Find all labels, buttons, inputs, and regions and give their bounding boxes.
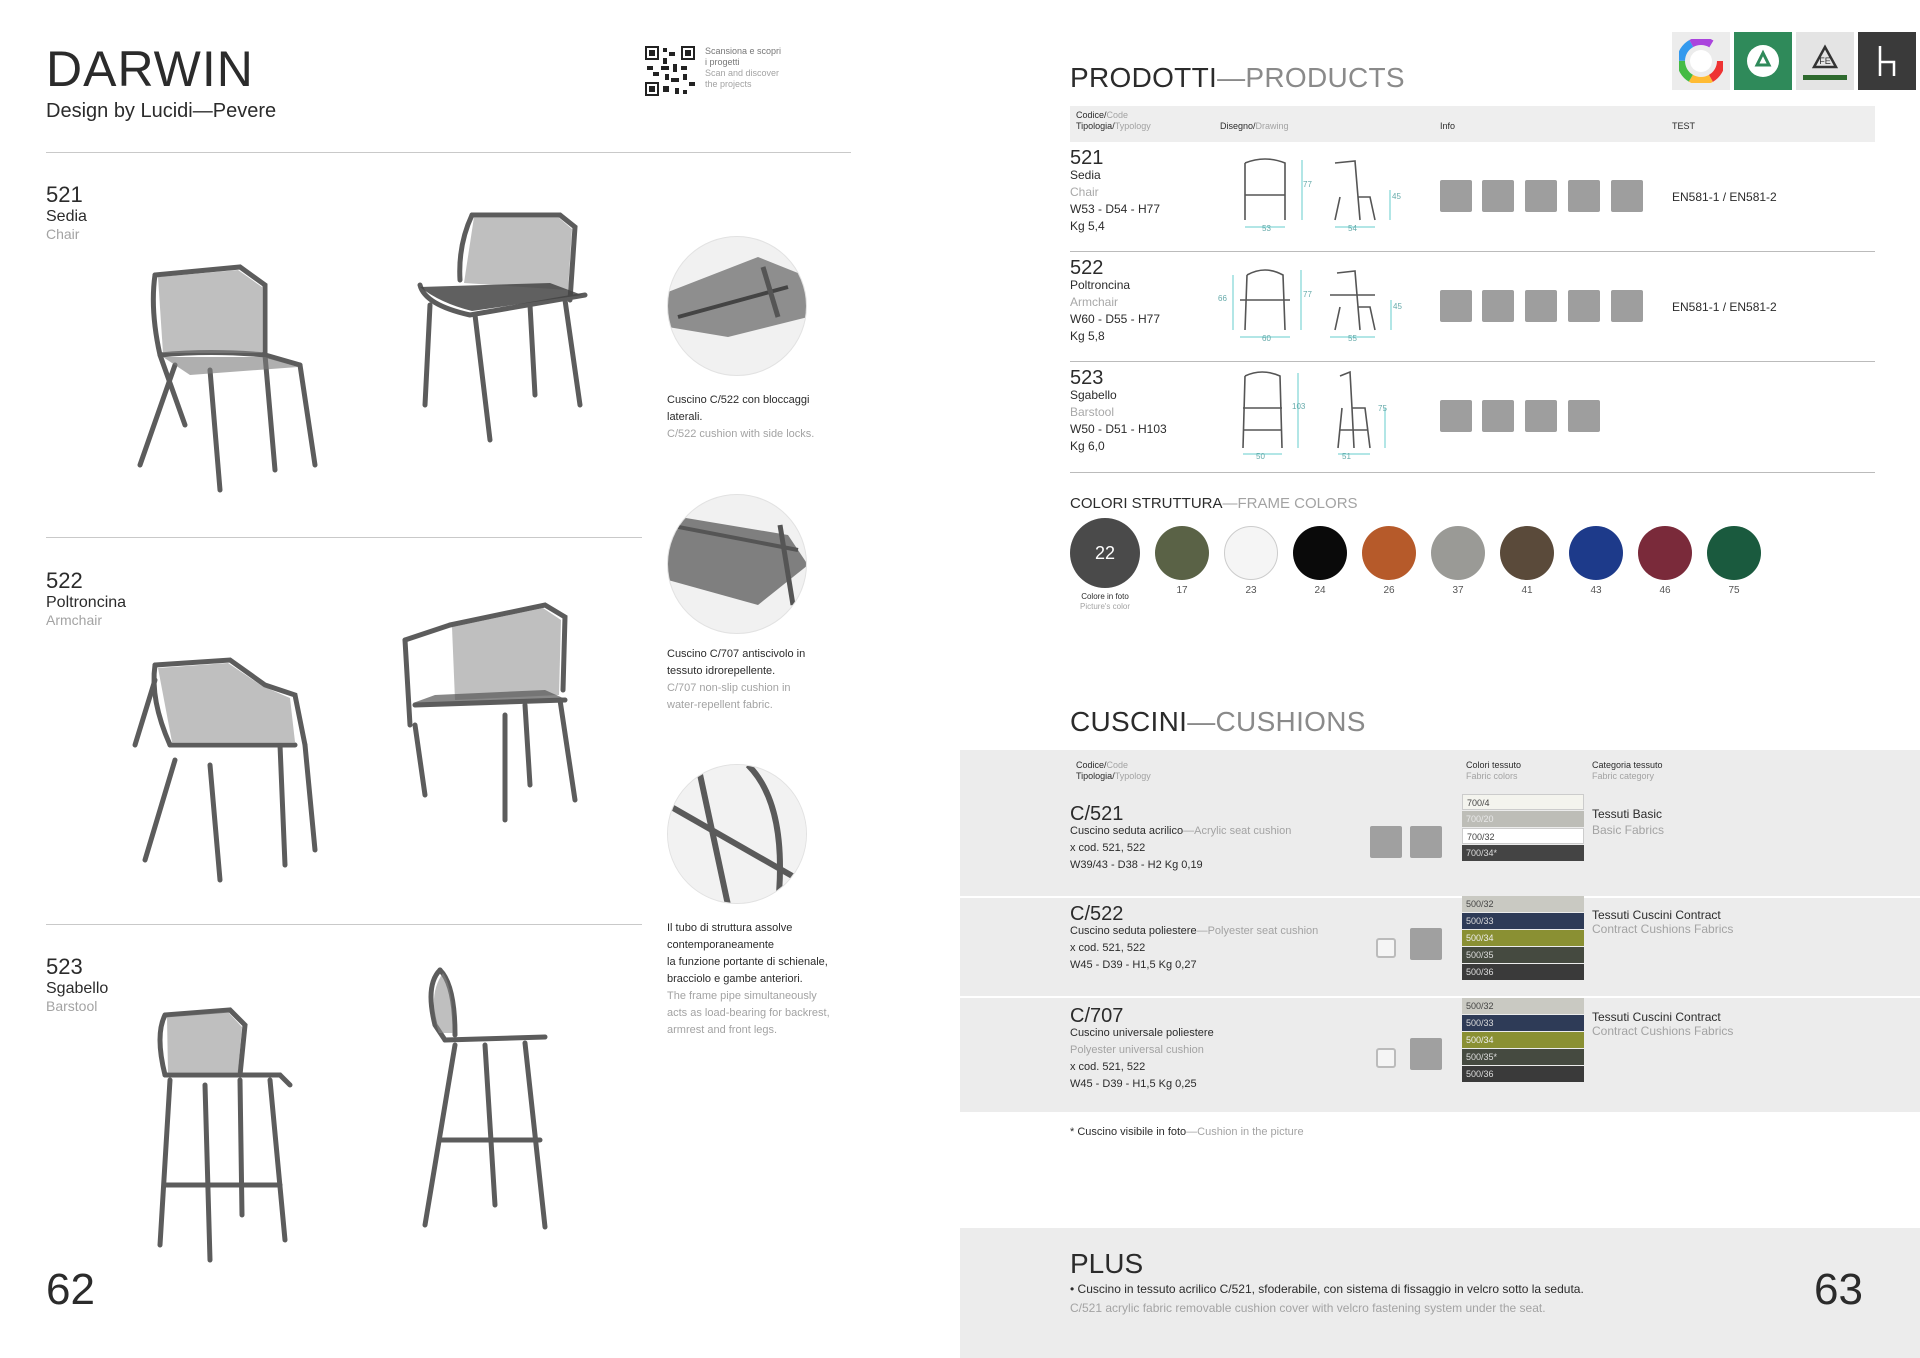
frame-color-swatch-37[interactable] [1431, 526, 1485, 580]
drawing-523 [1240, 368, 1420, 458]
cushion-row-c522: C/522 Cuscino seduta poliestere—Polyester seat cushion x cod. 521, 522 W45 - D39 - H1,5 Kg 0,27 [1070, 903, 1319, 971]
header-drawing: Disegno/Drawing [1220, 121, 1289, 131]
detail-caption-2: Cuscino C/707 antiscivolo in tessuto idrorepellente. C/707 non-slip cushion in water-repellent fabric. [667, 648, 806, 711]
test-standard-521: EN581-1 / EN581-2 [1672, 190, 1777, 204]
info-weather-icon [1482, 290, 1514, 322]
detail-photo-nonslip-cushion [667, 494, 807, 634]
color-in-photo-caption: Colore in foto Picture's color [1080, 592, 1130, 611]
detail-photo-frame-pipe [667, 764, 807, 904]
feature-icons [1672, 32, 1920, 90]
fabric-category-c522: Tessuti Cuscini Contract Contract Cushions Fabrics [1592, 908, 1734, 936]
drawing-522 [1225, 265, 1420, 345]
fabric-chip-700-34-[interactable]: 700/34* [1462, 845, 1584, 861]
cushion-flat-icon [1376, 1048, 1396, 1068]
plus-description-en: C/521 acrylic fabric removable cushion cover with velcro fastening system under the seat. [1070, 1301, 1546, 1315]
frame-color-label: 17 [1176, 585, 1188, 596]
fabric-category-c707: Tessuti Cuscini Contract Contract Cushions Fabrics [1592, 1010, 1734, 1038]
cushion-weather-icon [1410, 826, 1442, 858]
frame-color-label: 75 [1728, 585, 1740, 596]
cushion-header-category: Categoria tessuto Fabric category [1592, 760, 1663, 781]
page-number-right: 63 [1814, 1265, 1863, 1314]
header-code: Codice/Code Tipologia/Typology [1076, 110, 1151, 131]
qr-caption: Scansiona e scopri i progetti Scan and discover the projects [705, 46, 782, 89]
cushions-section-title: CUSCINI—CUSHIONS [1070, 706, 1366, 737]
cushion-shape-icon [1370, 826, 1402, 858]
frame-color-swatch-23[interactable] [1224, 526, 1278, 580]
fabric-chip-500-36[interactable]: 500/36 [1462, 964, 1584, 980]
fabric-chip-500-35-[interactable]: 500/35* [1462, 1049, 1584, 1065]
plus-title: PLUS [1070, 1248, 1144, 1279]
chair-521-side-image [400, 205, 610, 445]
cushion-weather-icon [1410, 1038, 1442, 1070]
cushion-row-c707: C/707 Cuscino universale poliestere Polyester universal cushion x cod. 521, 522 W45 - D39 - H1,5 Kg 0,25 [1070, 1005, 1214, 1090]
recycle-icon [1734, 32, 1792, 90]
frame-color-swatch-46[interactable] [1638, 526, 1692, 580]
divider [46, 924, 642, 925]
info-load-icon [1525, 180, 1557, 212]
info-weather-icon [1482, 180, 1514, 212]
info-stackable-icon [1568, 400, 1600, 432]
color-wheel-icon [1672, 32, 1730, 90]
fabric-chip-500-32[interactable]: 500/32 [1462, 998, 1584, 1014]
cushion-footnote: * Cuscino visibile in foto—Cushion in the picture [1070, 1126, 1304, 1138]
frame-color-label: 23 [1245, 585, 1257, 596]
plus-description: • Cuscino in tessuto acrilico C/521, sfoderabile, con sistema di fissaggio in velcro sotto la seduta. [1070, 1282, 1584, 1296]
cushion-flat-icon [1376, 938, 1396, 958]
frame-color-label: 24 [1314, 585, 1326, 596]
fabric-chip-500-32[interactable]: 500/32 [1462, 896, 1584, 912]
frame-color-swatch-26[interactable] [1362, 526, 1416, 580]
divider [960, 996, 1920, 998]
cushion-weather-icon [1410, 928, 1442, 960]
qr-code-icon[interactable] [645, 46, 695, 96]
divider [46, 152, 851, 153]
designer-credit: Design by Lucidi—Pevere [46, 100, 277, 122]
divider [1070, 472, 1875, 473]
frame-colors-title: COLORI STRUTTURA—FRAME COLORS [1070, 495, 1358, 512]
page-number-left: 62 [46, 1265, 95, 1314]
info-load-icon [1525, 290, 1557, 322]
frame-color-swatch-17[interactable] [1155, 526, 1209, 580]
fabric-chip-700-20[interactable]: 700/20 [1462, 811, 1584, 827]
fabric-category-c521: Tessuti Basic Basic Fabrics [1592, 807, 1665, 837]
armchair-522-side-image [395, 595, 595, 835]
info-stackable-icon [1611, 290, 1643, 322]
product-label-522: 522 Poltroncina Armchair [46, 568, 127, 628]
barstool-523-front-image [150, 1005, 310, 1265]
fabric-chip-500-34[interactable]: 500/34 [1462, 1032, 1584, 1048]
fabric-chip-700-32[interactable]: 700/32 [1462, 828, 1584, 844]
frame-color-label: 41 [1521, 585, 1533, 596]
frame-color-label: 43 [1590, 585, 1602, 596]
frame-color-swatch-75[interactable] [1707, 526, 1761, 580]
frame-color-swatch-43[interactable] [1569, 526, 1623, 580]
stackable-chair-icon [1858, 32, 1916, 90]
fabric-chip-500-34[interactable]: 500/34 [1462, 930, 1584, 946]
detail-caption-3: Il tubo di struttura assolve contemporaneamente la funzione portante di schienale, bracciolo e gambe anteriori. The frame pipe simultaneously acts as load-bearing for backrest, armrest and front legs. [667, 922, 830, 1036]
info-cushion-icon [1440, 180, 1472, 212]
info-outdoor-icon [1568, 180, 1600, 212]
frame-color-swatch-22[interactable] [1070, 518, 1140, 588]
divider [1070, 251, 1875, 252]
info-load-icon [1482, 400, 1514, 432]
cushion-header-fabric: Colori tessuto Fabric colors [1466, 760, 1522, 781]
fabric-chip-500-33[interactable]: 500/33 [1462, 913, 1584, 929]
product-label-521: 521 Sedia Chair [46, 182, 87, 242]
products-section-title: PRODOTTI—PRODUCTS [1070, 62, 1405, 93]
chair-521-front-image [130, 255, 330, 495]
frame-color-swatch-41[interactable] [1500, 526, 1554, 580]
frame-color-label: 26 [1383, 585, 1395, 596]
fabric-chip-500-36[interactable]: 500/36 [1462, 1066, 1584, 1082]
fabric-chip-500-33[interactable]: 500/33 [1462, 1015, 1584, 1031]
divider [960, 896, 1920, 898]
armchair-522-front-image [130, 650, 330, 890]
frame-color-label: 37 [1452, 585, 1464, 596]
product-label-523: 523 Sgabello Barstool [46, 954, 109, 1014]
frame-color-label: 46 [1659, 585, 1671, 596]
frame-color-code: 22 [1094, 542, 1116, 563]
fabric-chip-700-4[interactable]: 700/4 [1462, 794, 1584, 810]
info-cushion-icon [1440, 290, 1472, 322]
detail-caption-1: Cuscino C/522 con bloccaggi laterali. C/522 cushion with side locks. [667, 394, 815, 440]
cushion-row-c521: C/521 Cuscino seduta acrilico—Acrylic seat cushion x cod. 521, 522 W39/43 - D38 - H2 Kg 0,19 [1070, 803, 1292, 871]
barstool-523-side-image [415, 965, 565, 1235]
material-recycle-icon [1796, 32, 1854, 90]
frame-color-swatch-24[interactable] [1293, 526, 1347, 580]
info-cushion-icon [1440, 400, 1472, 432]
svg-text:FE: FE [1819, 55, 1831, 66]
divider [46, 537, 642, 538]
divider [1070, 361, 1875, 362]
detail-photo-cushion-locks [667, 236, 807, 376]
products-table-header [1070, 106, 1875, 142]
info-outdoor-icon [1568, 290, 1600, 322]
collection-title: DARWIN [46, 41, 254, 97]
header-test: TEST [1672, 121, 1696, 131]
test-standard-522: EN581-1 / EN581-2 [1672, 300, 1777, 314]
fabric-chip-500-35[interactable]: 500/35 [1462, 947, 1584, 963]
info-outdoor-icon [1525, 400, 1557, 432]
header-info: Info [1440, 121, 1456, 131]
info-stackable-icon [1611, 180, 1643, 212]
cushion-header-code: Codice/Code Tipologia/Typology [1076, 760, 1151, 781]
